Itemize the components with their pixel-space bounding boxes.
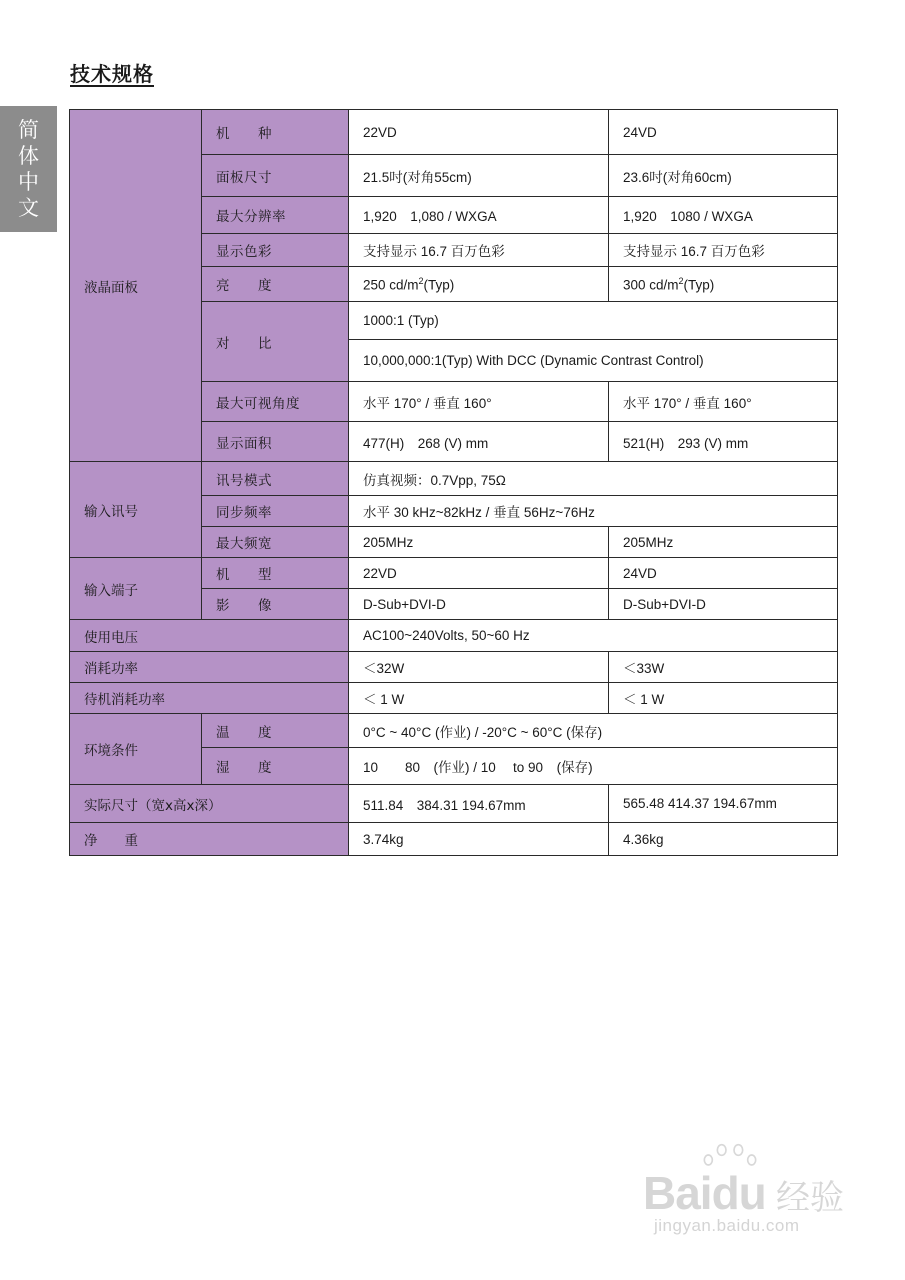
value-bandwidth-22: 205MHz <box>349 527 609 558</box>
brightness-typ: (Typ) <box>423 277 455 293</box>
value-contrast-typ: 1000:1 (Typ) <box>349 302 838 340</box>
label-signal-mode: 讯号模式 <box>202 462 349 496</box>
label-standby: 待机消耗功率 <box>70 683 349 714</box>
category-input-signal: 输入讯号 <box>70 462 202 558</box>
value-weight-22: 3.74kg <box>349 823 609 856</box>
value-signal-mode: 仿真视频：0.7Vpp, 75Ω <box>349 462 838 496</box>
spec-table <box>69 109 838 856</box>
value-resolution-22: 1,920 1,080 / WXGA <box>349 197 609 234</box>
value-resolution-24: 1,920 1080 / WXGA <box>609 197 838 234</box>
language-tab-char: 文 <box>18 196 39 220</box>
label-contrast: 对 比 <box>202 302 349 382</box>
value-temperature: 0°C ~ 40°C (作业) / -20°C ~ 60°C (保存) <box>349 714 838 748</box>
value-brightness-24 <box>609 267 838 302</box>
table-row <box>70 785 838 823</box>
value-video-22: D-Sub+DVI-D <box>349 589 609 620</box>
value-terminal-22: 22VD <box>349 558 609 589</box>
watermark-url: jingyan.baidu.com <box>654 1216 800 1235</box>
label-brightness: 亮 度 <box>202 267 349 302</box>
brightness-value: 250 cd/m <box>363 277 419 293</box>
label-voltage: 使用电压 <box>70 620 349 652</box>
language-tab-char: 中 <box>18 170 39 194</box>
value-standby-22: ＜ 1 W <box>349 683 609 714</box>
label-viewing-angle: 最大可视角度 <box>202 382 349 422</box>
value-power-24: ＜33W <box>609 652 838 683</box>
table-row <box>70 652 838 683</box>
value-terminal-24: 24VD <box>609 558 838 589</box>
label-power: 消耗功率 <box>70 652 349 683</box>
brightness-value: 300 cd/m <box>623 277 679 293</box>
value-model-22: 22VD <box>349 110 609 155</box>
language-tab-char: 简 <box>18 118 39 142</box>
label-display-area: 显示面积 <box>202 422 349 462</box>
label-dimensions: 实际尺寸（宽x高x深） <box>70 785 349 823</box>
value-dimensions-22: 511.84 384.31 194.67mm <box>349 785 609 823</box>
value-dimensions-24: 565.48 414.37 194.67mm <box>609 785 838 823</box>
value-power-22: ＜32W <box>349 652 609 683</box>
brightness-typ: (Typ) <box>683 277 715 293</box>
value-humidity: 10 80 (作业) / 10 to 90 (保存) <box>349 748 838 785</box>
label-sync: 同步频率 <box>202 496 349 527</box>
page-title: 技术规格 <box>70 62 154 86</box>
value-area-24: 521(H) 293 (V) mm <box>609 422 838 462</box>
label-temperature: 温 度 <box>202 714 349 748</box>
language-tab-char: 体 <box>18 144 39 168</box>
label-bandwidth: 最大频宽 <box>202 527 349 558</box>
superscript-2: 2 <box>418 275 424 286</box>
value-brightness-22 <box>349 267 609 302</box>
table-row <box>70 823 838 856</box>
value-weight-24: 4.36kg <box>609 823 838 856</box>
value-bandwidth-24: 205MHz <box>609 527 838 558</box>
category-lcd: 液晶面板 <box>70 110 202 462</box>
value-model-24: 24VD <box>609 110 838 155</box>
table-row <box>70 110 838 155</box>
value-area-22: 477(H) 268 (V) mm <box>349 422 609 462</box>
label-video: 影 像 <box>202 589 349 620</box>
superscript-2: 2 <box>678 275 684 286</box>
value-contrast-dcc: 10,000,000:1(Typ) With DCC (Dynamic Contrast Control) <box>349 340 838 382</box>
value-size-24: 23.6吋(对角60cm) <box>609 155 838 197</box>
language-tab <box>0 106 57 232</box>
value-angle-24: 水平 170° / 垂直 160° <box>609 382 838 422</box>
label-terminal-model: 机 型 <box>202 558 349 589</box>
watermark-logo: Baidu <box>643 1167 766 1219</box>
category-input-terminal: 输入端子 <box>70 558 202 620</box>
value-size-22: 21.5吋(对角55cm) <box>349 155 609 197</box>
label-color: 显示色彩 <box>202 234 349 267</box>
table-row <box>70 558 838 589</box>
label-resolution: 最大分辨率 <box>202 197 349 234</box>
table-row <box>70 683 838 714</box>
value-angle-22: 水平 170° / 垂直 160° <box>349 382 609 422</box>
category-environment: 环境条件 <box>70 714 202 785</box>
value-standby-24: ＜ 1 W <box>609 683 838 714</box>
table-row <box>70 620 838 652</box>
value-color-22: 支持显示 16.7 百万色彩 <box>349 234 609 267</box>
watermark-cn: 经验 <box>776 1178 844 1218</box>
label-model: 机 种 <box>202 110 349 155</box>
value-voltage: AC100~240Volts, 50~60 Hz <box>349 620 838 652</box>
value-color-24: 支持显示 16.7 百万色彩 <box>609 234 838 267</box>
table-row <box>70 462 838 496</box>
label-weight: 净 重 <box>70 823 349 856</box>
label-humidity: 湿 度 <box>202 748 349 785</box>
table-row <box>70 714 838 748</box>
value-sync: 水平 30 kHz~82kHz / 垂直 56Hz~76Hz <box>349 496 838 527</box>
label-panel-size: 面板尺寸 <box>202 155 349 197</box>
value-video-24: D-Sub+DVI-D <box>609 589 838 620</box>
